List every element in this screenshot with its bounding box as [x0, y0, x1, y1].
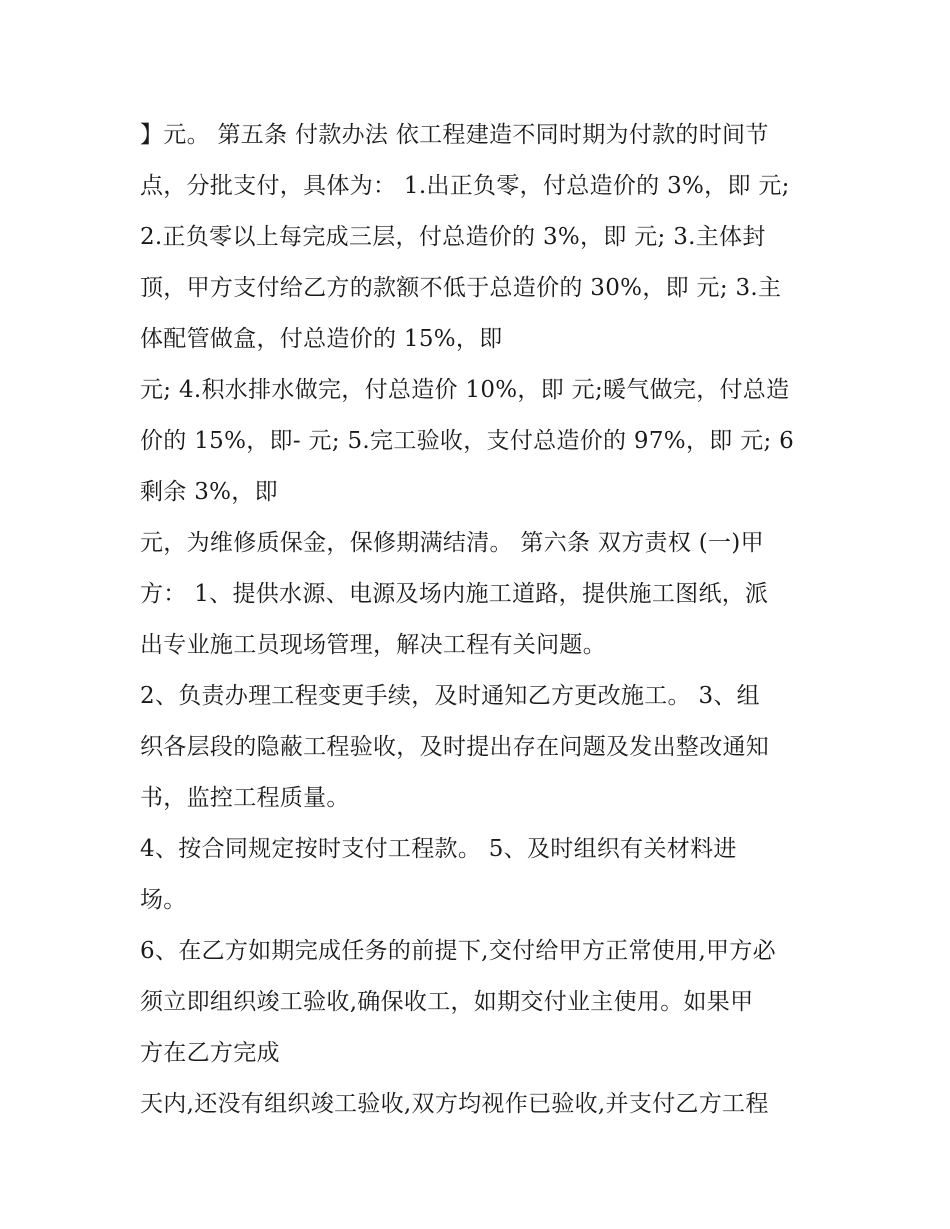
- text-line: 书，监控工程质量。: [140, 785, 350, 811]
- text-line: 顶，甲方支付给乙方的款额不低于总造价的 30%，即 元; 3.主: [140, 275, 782, 301]
- text-line: 场。: [140, 887, 187, 913]
- text-line: 元，为维修质保金，保修期满结清。 第六条 双方责权 (一)甲: [140, 530, 764, 556]
- text-line: 织各层段的隐蔽工程验收，及时提出存在问题及发出整改通知: [140, 734, 770, 760]
- text-line: 方： 1、提供水源、电源及场内施工道路，提供施工图纸，派: [140, 581, 769, 607]
- text-line: 元; 4.积水排水做完，付总造价 10%，即 元;暖气做完，付总造: [140, 377, 790, 403]
- text-line: 】元。 第五条 付款办法 依工程建造不同时期为付款的时间节: [140, 122, 769, 148]
- text-line: 天内,还没有组织竣工验收,双方均视作已验收,并支付乙方工程: [140, 1091, 769, 1117]
- text-line: 出专业施工员现场管理，解决工程有关问题。: [140, 632, 606, 658]
- text-line: 价的 15%，即- 元; 5.完工验收，支付总造价的 97%，即 元; 6: [140, 428, 795, 454]
- text-line: 4、按合同规定按时支付工程款。 5、及时组织有关材料进: [140, 836, 737, 862]
- text-line: 方在乙方完成: [140, 1040, 280, 1066]
- text-line: 2、负责办理工程变更手续，及时通知乙方更改施工。 3、组: [140, 683, 760, 709]
- text-line: 2.正负零以上每完成三层，付总造价的 3%，即 元; 3.主体封: [140, 224, 766, 250]
- text-line: 体配管做盒，付总造价的 15%，即: [140, 326, 503, 352]
- text-line: 剩余 3%，即: [140, 479, 278, 505]
- text-line: 点，分批支付，具体为： 1.出正负零，付总造价的 3%，即 元;: [140, 173, 790, 199]
- text-line: 须立即组织竣工验收,确保收工，如期交付业主使用。如果甲: [140, 989, 754, 1015]
- contract-text-body: [140, 110, 820, 1130]
- text-line: 6、在乙方如期完成任务的前提下,交付给甲方正常使用,甲方必: [140, 938, 776, 964]
